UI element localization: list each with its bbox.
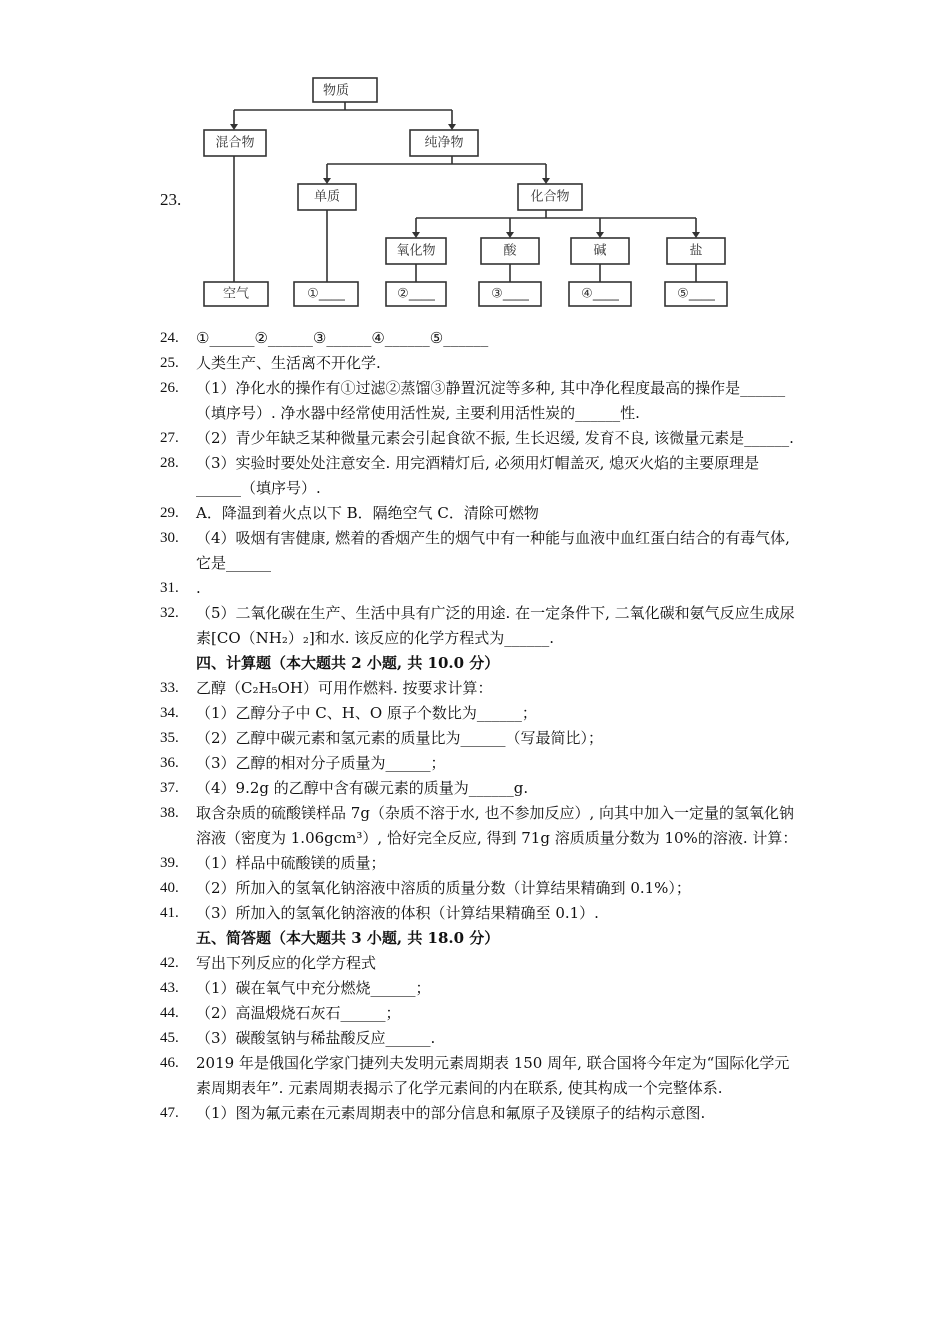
svg-text:纯净物: 纯净物 <box>424 135 464 151</box>
line-text: （2）青少年缺乏某种微量元素会引起食欲不振, 生长迟缓, 发育不良, 该微量元素是______. <box>196 429 794 447</box>
line-number: 28. <box>160 455 179 471</box>
section-heading <box>160 926 800 951</box>
line-text: （3）所加入的氢氧化钠溶液的体积（计算结果精确至 0.1）. <box>196 904 599 922</box>
line-number: 38. <box>160 805 179 821</box>
line-text: 取含杂质的硫酸镁样品 7g（杂质不溶于水, 也不参加反应）, 向其中加入一定量的氢氧化钠溶液（密度为 1.06gcm³）, 恰好完全反应, 得到 71g 溶质质量分数为 10%的溶液. 计算： <box>196 804 798 847</box>
question-line <box>160 701 800 726</box>
question-line <box>160 1026 800 1051</box>
question-line <box>160 901 800 926</box>
section-heading <box>160 651 800 676</box>
svg-text:②____: ②____ <box>397 286 435 302</box>
line-number: 24. <box>160 330 179 346</box>
line-number: 39. <box>160 855 179 871</box>
svg-text:盐: 盐 <box>689 243 703 259</box>
question-line <box>160 726 800 751</box>
line-number: 41. <box>160 905 179 921</box>
question-lines <box>160 326 800 1126</box>
question-line <box>160 801 800 851</box>
line-text: ①______②______③______④______⑤______ <box>196 329 489 347</box>
svg-text:酸: 酸 <box>503 243 517 259</box>
question-line <box>160 576 800 601</box>
node-mixture <box>204 130 266 156</box>
question-line <box>160 676 800 701</box>
svg-text:氧化物: 氧化物 <box>396 243 436 259</box>
line-number: 31. <box>160 580 179 596</box>
line-text: A．降温到着火点以下 B．隔绝空气 C．清除可燃物 <box>196 504 539 522</box>
line-text: （1）图为氟元素在元素周期表中的部分信息和氟原子及镁原子的结构示意图. <box>196 1104 706 1122</box>
line-number: 26. <box>160 380 179 396</box>
line-text: 五、简答题（本大题共 3 小题, 共 18.0 分） <box>196 929 500 947</box>
line-number: 27. <box>160 430 179 446</box>
line-text: （2）乙醇中碳元素和氢元素的质量比为______（写最简比）； <box>196 729 604 747</box>
question-line <box>160 1001 800 1026</box>
blank-5 <box>665 282 727 306</box>
question-line <box>160 776 800 801</box>
node-oxide <box>386 238 446 264</box>
line-text: 写出下列反应的化学方程式 <box>196 954 377 972</box>
node-element-substance <box>298 184 356 210</box>
svg-text:④____: ④____ <box>581 286 619 302</box>
line-number: 32. <box>160 605 179 621</box>
blank-3 <box>479 282 541 306</box>
question-line <box>160 851 800 876</box>
svg-text:混合物: 混合物 <box>215 135 255 151</box>
svg-text:碱: 碱 <box>593 243 607 259</box>
line-number: 47. <box>160 1105 179 1121</box>
line-number <box>160 651 196 676</box>
node-salt <box>667 238 725 264</box>
blank-1 <box>294 282 358 306</box>
line-text: （1）乙醇分子中 C、H、O 原子个数比为______； <box>196 704 537 722</box>
line-text: 四、计算题（本大题共 2 小题, 共 10.0 分） <box>196 654 500 672</box>
question-line <box>160 601 800 651</box>
line-text: （3）碳酸氢钠与稀盐酸反应______. <box>196 1029 436 1047</box>
line-text: 2019 年是俄国化学家门捷列夫发明元素周期表 150 周年, 联合国将今年定为“国际化学元素周期表年”. 元素周期表揭示了化学元素间的内在联系, 使其构成一个完整体系. <box>196 1054 790 1097</box>
line-text: （1）净化水的操作有①过滤②蒸馏③静置沉淀等多种, 其中净化程度最高的操作是______（填序号）. 净水器中经常使用活性炭, 主要利用活性炭的______性. <box>196 379 786 422</box>
line-number: 25. <box>160 355 179 371</box>
question-line <box>160 526 800 576</box>
node-base <box>571 238 629 264</box>
node-acid <box>481 238 539 264</box>
node-air <box>204 282 268 306</box>
line-number: 30. <box>160 530 179 546</box>
line-number: 46. <box>160 1055 179 1071</box>
line-number: 33. <box>160 680 179 696</box>
line-text: （3）实验时要处处注意安全. 用完酒精灯后, 必须用灯帽盖灭, 熄灭火焰的主要原理是______（填序号）. <box>196 454 760 497</box>
question-line <box>160 1101 800 1126</box>
line-text: （4）9.2g 的乙醇中含有碳元素的质量为______g. <box>196 779 529 797</box>
svg-text:①____: ①____ <box>307 286 345 302</box>
line-number: 35. <box>160 730 179 746</box>
question-line <box>160 951 800 976</box>
classification-diagram <box>194 72 744 312</box>
line-number: 36. <box>160 755 179 771</box>
question-line <box>160 376 800 426</box>
question-line <box>160 751 800 776</box>
svg-text:③____: ③____ <box>491 286 529 302</box>
line-text: （1）样品中硫酸镁的质量； <box>196 854 386 872</box>
line-number: 43. <box>160 980 179 996</box>
svg-text:物质: 物质 <box>322 83 350 99</box>
blank-2 <box>386 282 446 306</box>
line-text: 乙醇（C₂H₅OH）可用作燃料. 按要求计算： <box>196 679 493 697</box>
question-23-number: 23. <box>160 190 182 209</box>
svg-text:空气: 空气 <box>222 286 250 302</box>
question-line <box>160 351 800 376</box>
line-text: . <box>196 579 201 597</box>
node-pure-substance <box>410 130 478 156</box>
svg-text:化合物: 化合物 <box>530 189 570 205</box>
line-number: 42. <box>160 955 179 971</box>
question-line <box>160 1051 800 1101</box>
question-line <box>160 326 800 351</box>
line-text: （2）高温煅烧石灰石______； <box>196 1004 401 1022</box>
question-line <box>160 501 800 526</box>
node-substance <box>313 78 377 102</box>
line-number: 45. <box>160 1030 179 1046</box>
line-text: （5）二氧化碳在生产、生活中具有广泛的用途. 在一定条件下, 二氧化碳和氨气反应生成尿素[CO（NH₂）₂]和水. 该反应的化学方程式为______. <box>196 604 795 647</box>
line-number: 40. <box>160 880 179 896</box>
line-number: 44. <box>160 1005 179 1021</box>
blank-4 <box>569 282 631 306</box>
line-text: （2）所加入的氢氧化钠溶液中溶质的质量分数（计算结果精确到 0.1%）； <box>196 879 691 897</box>
question-line <box>160 876 800 901</box>
line-number <box>160 926 196 951</box>
line-text: 人类生产、生活离不开化学. <box>196 354 381 372</box>
svg-text:单质: 单质 <box>313 189 341 205</box>
svg-text:⑤____: ⑤____ <box>677 286 715 302</box>
line-text: （1）碳在氧气中充分燃烧______； <box>196 979 431 997</box>
line-text: （4）吸烟有害健康, 燃着的香烟产生的烟气中有一种能与血液中血红蛋白结合的有毒气体, 它是______ <box>196 529 790 572</box>
question-line <box>160 426 800 451</box>
line-text: （3）乙醇的相对分子质量为______； <box>196 754 446 772</box>
line-number: 29. <box>160 505 179 521</box>
line-number: 34. <box>160 705 179 721</box>
line-number: 37. <box>160 780 179 796</box>
question-line <box>160 451 800 501</box>
question-line <box>160 976 800 1001</box>
node-compound <box>518 184 582 210</box>
